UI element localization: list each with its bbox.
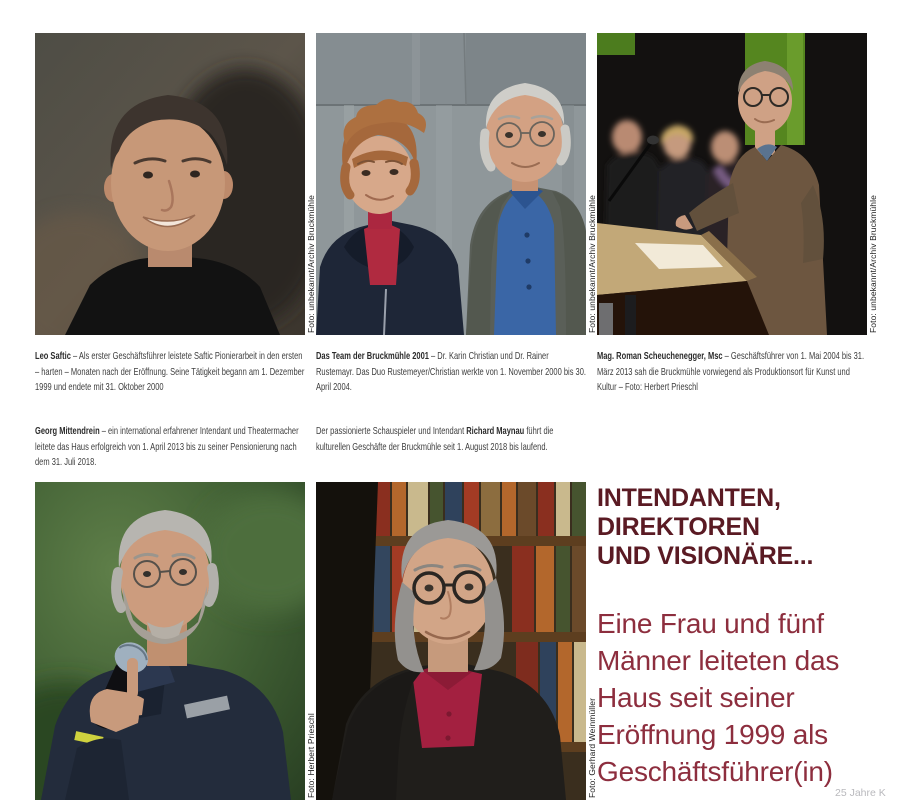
photo-maynau-bookshelf <box>316 482 586 800</box>
photo-credit-saftic: Foto: unbekannt/Archiv Bruckmühle <box>306 195 316 333</box>
maynau-bookshelf-image <box>316 482 586 800</box>
caption-post: – ein international erfahrener Intendant und Theatermacher leitete das Haus erfolgreich von 1. April 2013 bis zu seiner Pensionierung nach dem 31. Juli 2018. <box>35 425 299 468</box>
caption-mittendrein <box>35 424 305 471</box>
caption-leo-saftic <box>35 349 305 396</box>
lead-line: Geschäftsführer(in) <box>597 756 833 787</box>
photo-credit-scheuchenegger: Foto: unbekannt/Archiv Bruckmühle <box>868 195 878 333</box>
page-footer-text: 25 Jahre K <box>835 787 886 799</box>
caption-pre: Der passionierte Schauspieler und Intendant <box>316 425 467 437</box>
leo-saftic-portrait-image <box>35 33 305 335</box>
photo-leo-saftic <box>35 33 305 335</box>
caption-post: führt die kulturellen Geschäfte der Bruckmühle seit 1. August 2018 bis laufend. <box>316 425 554 453</box>
headline-line: DIREKTOREN <box>597 513 760 541</box>
lead-line: Eine Frau und fünf <box>597 608 824 639</box>
caption-bold: Das Team der Bruckmühle 2001 <box>316 350 429 362</box>
lead-line: Haus seit seiner <box>597 682 795 713</box>
feature-lead <box>597 605 893 790</box>
feature-block <box>597 484 893 790</box>
feature-headline <box>597 484 893 571</box>
caption-bold: Georg Mittendrein <box>35 425 100 437</box>
caption-bold: Leo Saftic <box>35 350 71 362</box>
photo-mittendrein-microphone <box>35 482 305 800</box>
photo-credit-team2001: Foto: unbekannt/Archiv Bruckmühle <box>587 195 597 333</box>
caption-bold: Richard Maynau <box>466 425 525 437</box>
lead-line: Eröffnung 1999 als <box>597 719 828 750</box>
team-2001-image <box>316 33 586 335</box>
caption-team-2001 <box>316 349 586 396</box>
headline-line: UND VISIONÄRE... <box>597 542 814 570</box>
caption-scheuchenegger <box>597 349 867 396</box>
lead-line: Männer leiteten das <box>597 645 840 676</box>
caption-maynau <box>316 424 586 455</box>
scheuchenegger-lectern-image <box>597 33 867 335</box>
photo-scheuchenegger-lectern <box>597 33 867 335</box>
headline-line: INTENDANTEN, <box>597 484 781 512</box>
photo-team-2001 <box>316 33 586 335</box>
caption-bold: Mag. Roman Scheuchenegger, Msc <box>597 350 723 362</box>
photo-credit-mittendrein: Foto: Herbert Prieschl <box>306 713 316 798</box>
mittendrein-microphone-image <box>35 482 305 800</box>
photo-credit-maynau: Foto: Gerhard Weinmüller <box>587 697 597 798</box>
caption-post: – Dr. Karin Christian und Dr. Rainer Rustemayr. Das Duo Rustemeyer/Christian werkte von 1. November 2000 bis 30. April 2004. <box>316 350 586 393</box>
caption-post: – Geschäftsführer von 1. Mai 2004 bis 31. März 2013 sah die Bruckmühle vorwiegend als Produktionsort für Kunst und Kultur – Foto: Herbert Prieschl <box>597 350 865 393</box>
caption-post: – Als erster Geschäftsführer leistete Saftic Pionierarbeit in den ersten – harten – Monaten nach der Eröffnung. Seine Tätigkeit begann am 1. Dezember 1999 und endete mit 31. Oktober 2000 <box>35 350 305 393</box>
